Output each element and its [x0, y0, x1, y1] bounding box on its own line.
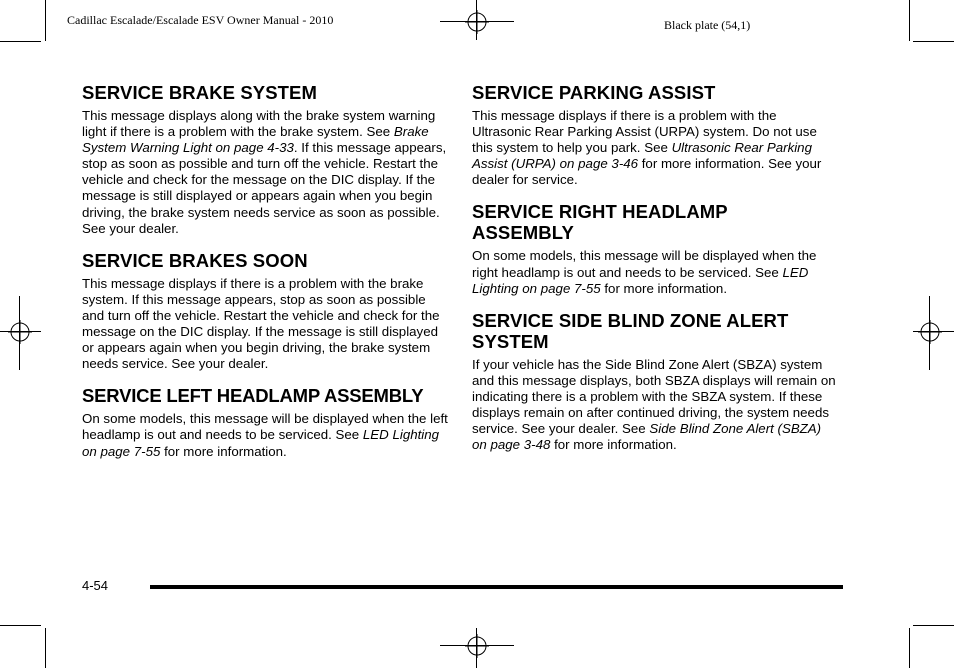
crop-mark	[476, 628, 477, 668]
crop-mark	[440, 21, 514, 22]
cross-reference-link[interactable]: Brake System Warning Light on page 4-33	[82, 124, 429, 156]
section-service-left-headlamp	[82, 385, 448, 459]
section-heading: SERVICE LEFT HEADLAMP ASSEMBLY	[82, 385, 424, 407]
crop-mark	[913, 41, 954, 42]
cross-reference-link[interactable]: LED Lighting on page 7-55	[82, 427, 440, 459]
section-service-parking-assist	[472, 82, 838, 188]
body-text: for more information.	[550, 437, 677, 453]
body-text: On some models, this message will be displayed when the left headlamp is out and needs to be serviced. See	[82, 411, 448, 443]
left-column	[82, 82, 448, 473]
registration-target-icon	[918, 320, 942, 344]
body-text: This message displays if there is a problem with the brake system. If this message appears, stop as soon as possible and turn off the vehicle. Restart the vehicle and check for the message on the DIC display. If the message is still displayed or appears again when you begin driving, the brake system needs service. See your dealer.	[82, 275, 440, 372]
page-number: 4-54	[82, 578, 109, 593]
section-body	[472, 248, 838, 296]
section-body	[472, 357, 838, 454]
body-text: This message displays along with the brake system warning light if there is a problem with the brake system. See	[82, 108, 436, 140]
crop-mark	[19, 296, 20, 370]
registration-target-icon	[8, 320, 32, 344]
section-heading: SERVICE PARKING ASSIST	[472, 82, 716, 103]
crop-mark	[913, 331, 954, 332]
right-column	[472, 82, 838, 466]
crop-mark	[476, 0, 477, 40]
section-service-right-headlamp	[472, 201, 838, 296]
section-body	[472, 108, 838, 188]
manual-title: Cadillac Escalade/Escalade ESV Owner Manual - 2010	[67, 13, 334, 27]
registration-target-icon	[465, 634, 489, 658]
section-heading: SERVICE BRAKE SYSTEM	[82, 82, 318, 103]
crop-mark	[913, 625, 954, 626]
crop-mark	[440, 645, 514, 646]
body-text: If your vehicle has the Side Blind Zone Alert (SBZA) system and this message displays, both SBZA displays will remain on indicating there is a problem with the SBZA system. If these displays remain on after continued driving, the system needs service. See your dealer. See	[472, 356, 836, 437]
section-service-brakes-soon	[82, 250, 448, 373]
body-text: for more information. See your dealer for service.	[472, 156, 822, 188]
plate-label: Black plate (54,1)	[664, 18, 751, 32]
body-text: for more information.	[160, 443, 287, 459]
body-text: for more information.	[600, 280, 728, 296]
crop-mark	[929, 296, 930, 370]
section-body	[82, 108, 448, 237]
section-heading: SERVICE BRAKES SOON	[82, 249, 308, 271]
cross-reference-link[interactable]: LED Lighting on page 7-55	[472, 264, 809, 296]
crop-mark	[909, 0, 910, 41]
footer-rule	[150, 585, 843, 589]
section-service-side-blind-zone	[472, 310, 838, 454]
section-body	[82, 276, 448, 373]
body-text: On some models, this message will be displayed when the right headlamp is out and needs to be serviced. See	[472, 248, 817, 280]
cross-reference-link[interactable]: Ultrasonic Rear Parking Assist (URPA) on page 3-46	[472, 140, 812, 172]
body-text: . If this message appears, stop as soon as possible and turn off the vehicle. Restart the vehicle and check for the message on the DIC display. If the message is still displayed or appears again when you begin driving, the brake system needs service as soon as possible. See your dealer.	[82, 140, 447, 236]
crop-mark	[0, 331, 41, 332]
crop-mark	[0, 41, 41, 42]
section-heading: SERVICE SIDE BLIND ZONE ALERT SYSTEM	[472, 309, 789, 352]
cross-reference-link[interactable]: Side Blind Zone Alert (SBZA) on page 3-48	[472, 421, 822, 453]
section-heading: SERVICE RIGHT HEADLAMP ASSEMBLY	[472, 201, 728, 244]
crop-mark	[45, 628, 46, 668]
body-text: This message displays if there is a problem with the Ultrasonic Rear Parking Assist (URPA) system. Do not use this system to help you park. See	[472, 108, 817, 156]
section-body	[82, 411, 448, 459]
crop-mark	[45, 0, 46, 41]
crop-mark	[0, 625, 41, 626]
registration-target-icon	[465, 10, 489, 34]
section-service-brake-system	[82, 82, 448, 237]
crop-mark	[909, 628, 910, 668]
